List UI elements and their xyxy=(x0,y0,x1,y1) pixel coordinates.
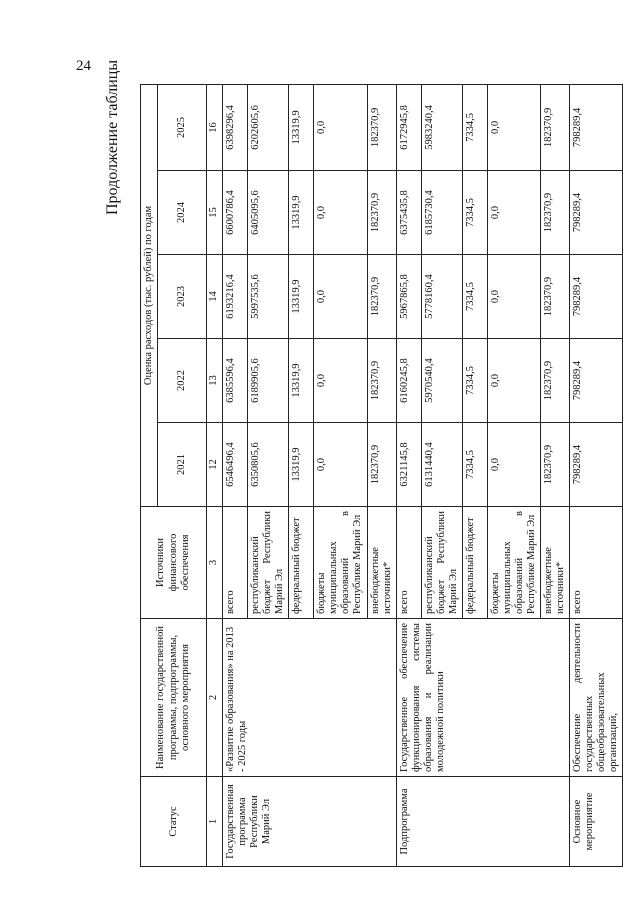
source-cell: всего xyxy=(570,507,623,619)
value-cell: 5967865,8 xyxy=(396,255,421,339)
source-cell: внебюджетные источники* xyxy=(541,507,570,619)
value-cell: 5778160,4 xyxy=(421,255,462,339)
value-cell: 182370,9 xyxy=(541,84,570,170)
value-cell: 5983240,4 xyxy=(421,84,462,170)
value-cell: 6321145,8 xyxy=(396,423,421,507)
value-cell: 182370,9 xyxy=(367,339,396,423)
value-cell: 13319,9 xyxy=(289,339,314,423)
value-cell: 0,0 xyxy=(314,255,367,339)
table-row xyxy=(570,84,623,866)
value-cell: 6600786,4 xyxy=(223,171,248,255)
header-name: Наименование государственной программы, подпрограммы, основного мероприятия xyxy=(141,619,207,777)
value-cell: 7334,5 xyxy=(462,255,487,339)
column-number: 14 xyxy=(207,255,223,339)
value-cell: 182370,9 xyxy=(367,84,396,170)
value-cell: 182370,9 xyxy=(541,423,570,507)
column-number: 2 xyxy=(207,619,223,777)
value-cell: 0,0 xyxy=(487,423,540,507)
value-cell: 13319,9 xyxy=(289,255,314,339)
value-cell: 6189905,6 xyxy=(248,339,289,423)
header-year: 2023 xyxy=(158,255,207,339)
header-year: 2024 xyxy=(158,171,207,255)
page-number: 24 xyxy=(76,58,91,74)
header-estimate: Оценка расходов (тыс. рублей) по годам xyxy=(141,84,158,506)
value-cell: 7334,5 xyxy=(462,423,487,507)
value-cell: 0,0 xyxy=(487,255,540,339)
header-row-1 xyxy=(141,84,158,866)
status-cell: Государственная программа Республики Марий Эл xyxy=(223,777,397,867)
column-number: 13 xyxy=(207,339,223,423)
header-year: 2025 xyxy=(158,84,207,170)
value-cell: 0,0 xyxy=(487,171,540,255)
value-cell: 6375435,8 xyxy=(396,171,421,255)
value-cell: 6546496,4 xyxy=(223,423,248,507)
column-number: 16 xyxy=(207,84,223,170)
value-cell: 6185730,4 xyxy=(421,171,462,255)
value-cell: 13319,9 xyxy=(289,423,314,507)
value-cell: 0,0 xyxy=(314,171,367,255)
value-cell: 5997535,6 xyxy=(248,255,289,339)
source-cell: всего xyxy=(396,507,421,619)
header-year: 2021 xyxy=(158,423,207,507)
budget-table xyxy=(140,84,623,867)
source-cell: внебюджетные источники* xyxy=(367,507,396,619)
value-cell: 182370,9 xyxy=(367,255,396,339)
value-cell: 7334,5 xyxy=(462,171,487,255)
value-cell: 182370,9 xyxy=(541,339,570,423)
value-cell: 0,0 xyxy=(314,84,367,170)
name-cell: Государственное обеспечение функционирования системы образования и реализации молодежной политики xyxy=(396,619,570,777)
value-cell: 6131440,4 xyxy=(421,423,462,507)
header-status: Статус xyxy=(141,777,207,867)
value-cell: 182370,9 xyxy=(541,171,570,255)
value-cell: 0,0 xyxy=(487,84,540,170)
column-number: 3 xyxy=(207,507,223,619)
value-cell: 182370,9 xyxy=(367,423,396,507)
table-row xyxy=(396,84,421,866)
value-cell: 798289,4 xyxy=(570,423,623,507)
source-cell: всего xyxy=(223,507,248,619)
table-row xyxy=(223,84,248,866)
source-cell: бюджеты муниципальных образований в Республике Марий Эл xyxy=(487,507,540,619)
value-cell: 13319,9 xyxy=(289,171,314,255)
continuation-title: Продолжение таблицы xyxy=(104,59,121,215)
name-cell: «Развитие образования» на 2013 - 2025 годы xyxy=(223,619,397,777)
source-cell: федеральный бюджет xyxy=(289,507,314,619)
value-cell: 0,0 xyxy=(314,339,367,423)
value-cell: 6172945,8 xyxy=(396,84,421,170)
status-cell: Основное мероприятие xyxy=(570,777,623,867)
value-cell: 798289,4 xyxy=(570,171,623,255)
value-cell: 6193216,4 xyxy=(223,255,248,339)
source-cell: федеральный бюджет xyxy=(462,507,487,619)
value-cell: 7334,5 xyxy=(462,84,487,170)
value-cell: 6385596,4 xyxy=(223,339,248,423)
value-cell: 13319,9 xyxy=(289,84,314,170)
value-cell: 6405095,6 xyxy=(248,171,289,255)
header-year: 2022 xyxy=(158,339,207,423)
value-cell: 7334,5 xyxy=(462,339,487,423)
column-number: 15 xyxy=(207,171,223,255)
column-number-row xyxy=(207,84,223,866)
name-cell: Обеспечение деятельности государственных общеобразовательных организаций, xyxy=(570,619,623,777)
header-source: Источники финансового обеспечения xyxy=(141,507,207,619)
value-cell: 0,0 xyxy=(314,423,367,507)
value-cell: 6398296,4 xyxy=(223,84,248,170)
value-cell: 798289,4 xyxy=(570,84,623,170)
column-number: 12 xyxy=(207,423,223,507)
value-cell: 182370,9 xyxy=(541,255,570,339)
column-number: 1 xyxy=(207,777,223,867)
value-cell: 6202605,6 xyxy=(248,84,289,170)
source-cell: бюджеты муниципальных образований в Республике Марий Эл xyxy=(314,507,367,619)
status-cell: Подпрограмма xyxy=(396,777,570,867)
value-cell: 6160245,8 xyxy=(396,339,421,423)
source-cell: республиканский бюджет Республики Марий Эл xyxy=(248,507,289,619)
value-cell: 5970540,4 xyxy=(421,339,462,423)
value-cell: 798289,4 xyxy=(570,255,623,339)
value-cell: 6350805,6 xyxy=(248,423,289,507)
source-cell: республиканский бюджет Республики Марий Эл xyxy=(421,507,462,619)
value-cell: 182370,9 xyxy=(367,171,396,255)
value-cell: 0,0 xyxy=(487,339,540,423)
value-cell: 798289,4 xyxy=(570,339,623,423)
